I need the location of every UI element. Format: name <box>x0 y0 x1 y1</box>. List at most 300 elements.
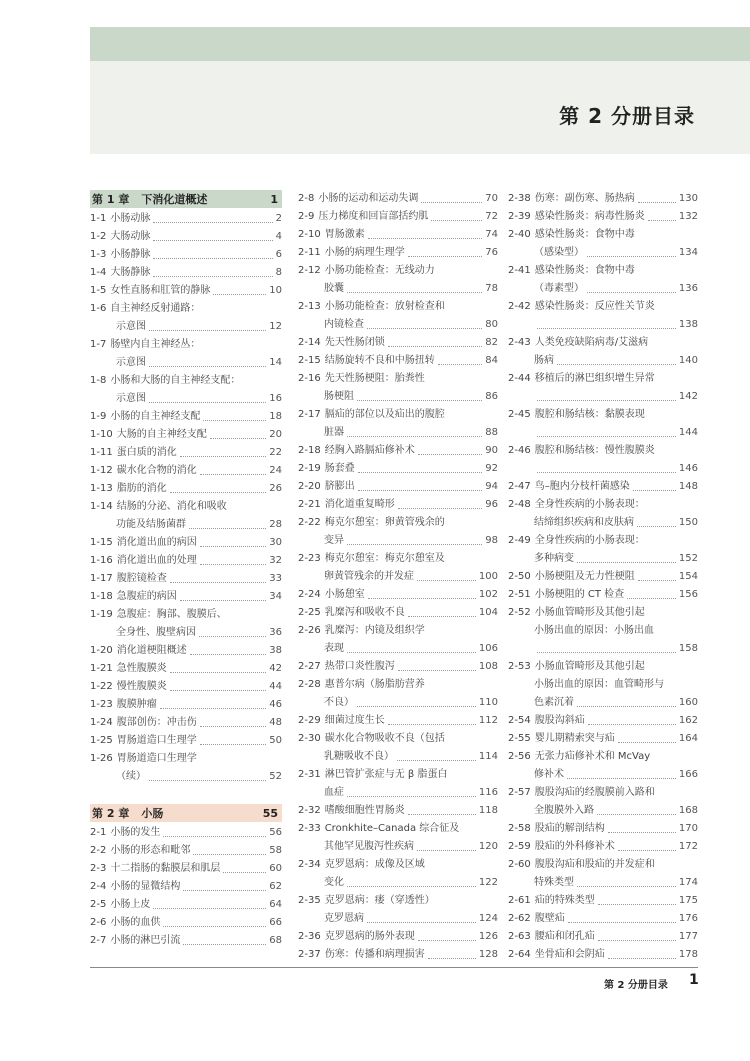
toc-entry-number: 2-56 <box>508 751 531 762</box>
toc-entry[interactable] <box>90 480 282 498</box>
toc-entry[interactable] <box>90 552 282 570</box>
toc-entry-number: 1-7 <box>90 339 107 350</box>
toc-entry-number: 2-36 <box>298 931 321 942</box>
toc-entry-page: 150 <box>678 517 698 528</box>
toc-entry[interactable] <box>508 730 698 748</box>
page-title: 第 2 分册目录 <box>559 104 695 128</box>
toc-entry[interactable] <box>298 856 498 892</box>
toc-entry-page: 100 <box>478 571 498 582</box>
toc-entry-title: 碳水化合物吸收不良（包括 <box>324 733 445 744</box>
toc-entry-title: Cronkhite–Canada 综合征及 <box>324 823 460 834</box>
toc-entry-title: 消化道出血的病因 <box>116 537 197 548</box>
toc-entry-title: 感染性肠炎：病毒性肠炎 <box>534 211 645 222</box>
toc-entry-title: 细菌过度生长 <box>324 715 385 726</box>
toc-entry-number: 2-10 <box>298 229 321 240</box>
dot-leader <box>203 420 266 421</box>
toc-entry-page: 130 <box>678 193 698 204</box>
toc-entry-title: 变异 <box>324 535 344 546</box>
toc-entry-page: 6 <box>275 249 282 260</box>
toc-entry[interactable] <box>508 442 698 478</box>
toc-entry-page: 44 <box>269 681 282 692</box>
toc-entry-title: 女性直肠和肛管的静脉 <box>110 285 211 296</box>
toc-entry[interactable] <box>298 766 498 802</box>
toc-entry-page: 84 <box>485 355 498 366</box>
toc-entry-title: 腹腔镜检查 <box>116 573 167 584</box>
toc-entry-title: 小肠和大肠的自主神经支配： <box>110 375 241 386</box>
toc-entry[interactable] <box>90 426 282 444</box>
toc-entry-page: 102 <box>478 589 498 600</box>
dot-leader <box>577 886 676 887</box>
toc-entry-number: 2-28 <box>298 679 321 690</box>
toc-entry[interactable] <box>508 856 698 892</box>
toc-entry[interactable] <box>298 928 498 946</box>
toc-entry-title: 鸟–胞内分枝杆菌感染 <box>534 481 630 492</box>
toc-entry-title: 疝的特殊类型 <box>534 895 595 906</box>
toc-entry[interactable] <box>90 210 282 228</box>
toc-entry-page: 36 <box>269 627 282 638</box>
toc-entry-page: 58 <box>269 845 282 856</box>
toc-entry[interactable] <box>508 946 698 964</box>
toc-entry-number: 2-40 <box>508 229 531 240</box>
toc-entry-page: 82 <box>485 337 498 348</box>
toc-entry[interactable] <box>298 622 498 658</box>
footer-page-number: 1 <box>689 972 699 988</box>
toc-column-1 <box>90 190 282 950</box>
toc-entry-number: 1-5 <box>90 285 107 296</box>
toc-entry[interactable] <box>508 406 698 442</box>
toc-entry-number: 2-37 <box>298 949 321 960</box>
toc-entry-title: 全身性疾病的小肠表现： <box>534 535 645 546</box>
dot-leader <box>608 832 676 833</box>
toc-entry[interactable] <box>298 496 498 514</box>
toc-entry[interactable] <box>90 660 282 678</box>
toc-entry-page: 118 <box>478 805 498 816</box>
dot-leader <box>180 600 267 601</box>
toc-entry-page: 172 <box>678 841 698 852</box>
toc-entry-page: 142 <box>678 391 698 402</box>
toc-entry-title: 小肠出血的原因：血管畸形与 <box>534 679 664 690</box>
dot-leader <box>408 256 483 257</box>
dot-leader <box>347 652 476 653</box>
toc-entry-page: 14 <box>269 357 282 368</box>
toc-entry-title: 小肠血管畸形及其他引起 <box>534 607 645 618</box>
toc-entry-page: 152 <box>678 553 698 564</box>
toc-entry[interactable] <box>90 642 282 660</box>
dot-leader <box>347 436 482 437</box>
toc-entry[interactable] <box>90 696 282 714</box>
toc-entry-title: 急性腹膜炎 <box>116 663 167 674</box>
toc-entry-title: 经胸入路膈疝修补术 <box>324 445 415 456</box>
toc-entry[interactable] <box>90 444 282 462</box>
toc-entry[interactable] <box>298 442 498 460</box>
toc-entry-title: 不良） <box>324 697 354 708</box>
toc-entry-title: 无张力疝修补术和 McVay <box>534 751 651 762</box>
toc-entry[interactable] <box>508 784 698 820</box>
chapter-heading[interactable] <box>90 190 282 208</box>
dot-leader <box>347 796 476 797</box>
toc-entry-title: 血症 <box>324 787 344 798</box>
toc-entry[interactable] <box>508 370 698 406</box>
toc-entry[interactable] <box>90 282 282 300</box>
toc-entry[interactable] <box>508 748 698 784</box>
toc-entry[interactable] <box>298 262 498 298</box>
toc-entry-number: 2-4 <box>90 881 107 892</box>
toc-entry-title: 惠普尔病（肠脂肪营养 <box>324 679 425 690</box>
toc-entry-number: 2-52 <box>508 607 531 618</box>
toc-entry[interactable] <box>298 370 498 406</box>
dot-leader <box>200 564 267 565</box>
toc-entry-number: 2-44 <box>508 373 531 384</box>
toc-entry[interactable] <box>298 208 498 226</box>
toc-entry[interactable] <box>508 928 698 946</box>
dot-leader <box>170 492 267 493</box>
toc-entry-title: 胶囊 <box>324 283 344 294</box>
toc-entry-page: 24 <box>269 465 282 476</box>
dot-leader <box>200 546 267 547</box>
toc-entry-title: 淋巴管扩张症与无 β 脂蛋白 <box>324 769 448 780</box>
toc-entry-page: 2 <box>275 213 282 224</box>
toc-entry-title: 肠套叠 <box>324 463 355 474</box>
dot-leader <box>357 706 476 707</box>
toc-entry[interactable] <box>90 246 282 264</box>
dot-leader <box>557 364 676 365</box>
toc-entry[interactable] <box>298 406 498 442</box>
toc-entry[interactable] <box>90 606 282 642</box>
toc-entry-page: 92 <box>485 463 498 474</box>
toc-entry-number: 2-54 <box>508 715 531 726</box>
toc-entry-title: 小肠功能检查：放射检查和 <box>324 301 445 312</box>
toc-entry-page: 170 <box>678 823 698 834</box>
toc-entry-page: 26 <box>269 483 282 494</box>
toc-entry[interactable] <box>508 910 698 928</box>
dot-leader <box>193 854 266 855</box>
dot-leader <box>368 598 476 599</box>
toc-entry[interactable] <box>90 878 282 896</box>
toc-entry-title: 修补术 <box>534 769 564 780</box>
toc-entry[interactable] <box>508 334 698 370</box>
toc-entry[interactable] <box>508 712 698 730</box>
toc-entry-title: 脐膨出 <box>324 481 355 492</box>
dot-leader <box>388 346 483 347</box>
toc-entry-page: 146 <box>678 463 698 474</box>
toc-entry-title: 婴儿期精索突与疝 <box>534 733 615 744</box>
toc-entry[interactable] <box>508 820 698 838</box>
dot-leader <box>421 202 482 203</box>
chapter-title: 小肠 <box>141 807 164 820</box>
toc-entry-page: 128 <box>478 949 498 960</box>
toc-entry-number: 2-33 <box>298 823 321 834</box>
dot-leader <box>417 850 476 851</box>
toc-entry-page: 78 <box>485 283 498 294</box>
toc-entry-page: 160 <box>678 697 698 708</box>
toc-entry[interactable] <box>298 730 498 766</box>
chapter-title: 下消化道概述 <box>141 193 208 206</box>
toc-entry[interactable] <box>90 462 282 480</box>
toc-entry[interactable] <box>298 334 498 352</box>
toc-entry-title: 腹股沟疝的经腹膜前入路和 <box>534 787 655 798</box>
dot-leader <box>149 330 266 331</box>
toc-entry[interactable] <box>90 408 282 426</box>
toc-entry-page: 50 <box>269 735 282 746</box>
toc-entry-title: 示意图 <box>116 321 146 332</box>
toc-entry-page: 20 <box>269 429 282 440</box>
toc-entry-page: 30 <box>269 537 282 548</box>
toc-entry-number: 2-30 <box>298 733 321 744</box>
toc-entry[interactable] <box>90 498 282 534</box>
toc-entry-title: 小肠的形态和毗邻 <box>110 845 191 856</box>
toc-entry[interactable] <box>90 732 282 750</box>
toc-entry-page: 60 <box>269 863 282 874</box>
toc-entry-page: 46 <box>269 699 282 710</box>
dot-leader <box>627 598 676 599</box>
toc-entry[interactable] <box>90 588 282 606</box>
toc-entry-title: 大肠静脉 <box>110 267 151 278</box>
toc-entry[interactable] <box>90 336 282 372</box>
toc-entry[interactable] <box>90 914 282 932</box>
toc-entry-page: 126 <box>478 931 498 942</box>
toc-entry-page: 86 <box>485 391 498 402</box>
toc-entry-page: 4 <box>275 231 282 242</box>
toc-entry[interactable] <box>298 550 498 586</box>
toc-entry-number: 2-55 <box>508 733 531 744</box>
toc-entry[interactable] <box>508 190 698 208</box>
toc-entry-number: 2-49 <box>508 535 531 546</box>
toc-entry-title: 克罗恩病 <box>324 913 364 924</box>
toc-entry-title: 小肠的发生 <box>110 827 161 838</box>
toc-entry[interactable] <box>508 208 698 226</box>
toc-entry[interactable] <box>298 460 498 478</box>
toc-entry-title: （毒素型） <box>534 283 584 294</box>
toc-entry-page: 90 <box>485 445 498 456</box>
toc-entry-number: 2-29 <box>298 715 321 726</box>
toc-entry-title: 消化道出血的处理 <box>116 555 197 566</box>
toc-entry-number: 2-8 <box>298 193 315 204</box>
dot-leader <box>587 292 676 293</box>
toc-entry-number: 1-19 <box>90 609 113 620</box>
toc-entry[interactable] <box>298 244 498 262</box>
header-band-top <box>90 27 750 61</box>
toc-entry-title: 克罗恩病：瘘（穿透性） <box>324 895 435 906</box>
toc-entry[interactable] <box>90 860 282 878</box>
toc-entry-title: 小肠功能检查：无线动力 <box>324 265 435 276</box>
section-spacer <box>90 786 282 804</box>
toc-entry[interactable] <box>298 514 498 550</box>
toc-entry[interactable] <box>90 932 282 950</box>
dot-leader <box>537 652 676 653</box>
toc-entry-number: 1-14 <box>90 501 113 512</box>
toc-entry-number: 2-6 <box>90 917 107 928</box>
dot-leader <box>638 580 676 581</box>
toc-entry-number: 2-22 <box>298 517 321 528</box>
dot-leader <box>358 490 483 491</box>
toc-entry-number: 2-64 <box>508 949 531 960</box>
dot-leader <box>180 456 267 457</box>
toc-entry-number: 2-32 <box>298 805 321 816</box>
toc-entry-title: 功能及结肠菌群 <box>116 519 186 530</box>
toc-entry[interactable] <box>508 586 698 604</box>
toc-entry[interactable] <box>508 532 698 568</box>
toc-entry-title: 结肠的分泌、消化和吸收 <box>116 501 227 512</box>
toc-entry-number: 2-45 <box>508 409 531 420</box>
toc-entry-title: 大肠的自主神经支配 <box>116 429 207 440</box>
dot-leader <box>597 814 676 815</box>
toc-entry-number: 2-9 <box>298 211 315 222</box>
toc-entry-title: 感染性肠炎：食物中毒 <box>534 229 635 240</box>
toc-entry-title: 感染性肠炎：食物中毒 <box>534 265 635 276</box>
toc-entry-page: 116 <box>478 787 498 798</box>
toc-entry[interactable] <box>90 896 282 914</box>
toc-entry-number: 1-15 <box>90 537 113 548</box>
toc-entry-title: 示意图 <box>116 393 146 404</box>
dot-leader <box>431 220 482 221</box>
toc-entry-number: 2-23 <box>298 553 321 564</box>
toc-entry-page: 80 <box>485 319 498 330</box>
toc-entry[interactable] <box>90 824 282 842</box>
toc-entry-number: 1-16 <box>90 555 113 566</box>
toc-entry-number: 1-20 <box>90 645 113 656</box>
toc-entry-number: 1-13 <box>90 483 113 494</box>
toc-entry-page: 12 <box>269 321 282 332</box>
toc-entry-title: 嗜酸细胞性胃肠炎 <box>324 805 405 816</box>
toc-entry[interactable] <box>298 226 498 244</box>
dot-leader <box>418 940 476 941</box>
footer-rule <box>90 967 698 968</box>
toc-entry[interactable] <box>90 264 282 282</box>
dot-leader <box>648 220 676 221</box>
toc-entry-title: 变化 <box>324 877 344 888</box>
toc-entry[interactable] <box>298 478 498 496</box>
dot-leader <box>210 438 267 439</box>
chapter-heading[interactable] <box>90 804 282 822</box>
dot-leader <box>397 760 476 761</box>
toc-entry-title: 肠壁内自主神经丛： <box>110 339 201 350</box>
dot-leader <box>170 690 267 691</box>
toc-entry-title: 热带口炎性腹泻 <box>324 661 395 672</box>
toc-entry-title: 脏器 <box>324 427 344 438</box>
toc-entry[interactable] <box>508 478 698 496</box>
toc-entry[interactable] <box>90 228 282 246</box>
toc-entry[interactable] <box>90 750 282 786</box>
toc-entry-number: 2-12 <box>298 265 321 276</box>
toc-entry[interactable] <box>508 298 698 334</box>
toc-entry[interactable] <box>508 658 698 712</box>
dot-leader <box>149 780 266 781</box>
toc-entry-title: 全腹膜外入路 <box>534 805 594 816</box>
dot-leader <box>408 616 476 617</box>
toc-entry-number: 2-16 <box>298 373 321 384</box>
toc-entry-title: 小肠的显微结构 <box>110 881 181 892</box>
toc-entry-title: （感染型） <box>534 247 584 258</box>
toc-entry-number: 2-63 <box>508 931 531 942</box>
toc-entry-number: 2-26 <box>298 625 321 636</box>
dot-leader <box>587 256 676 257</box>
toc-entry-page: 74 <box>485 229 498 240</box>
toc-entry-number: 1-1 <box>90 213 107 224</box>
toc-entry-page: 166 <box>678 769 698 780</box>
toc-entry[interactable] <box>90 570 282 588</box>
toc-entry[interactable] <box>298 712 498 730</box>
toc-entry-page: 52 <box>269 771 282 782</box>
toc-entry[interactable] <box>508 262 698 298</box>
toc-entry[interactable] <box>90 842 282 860</box>
toc-entry[interactable] <box>298 802 498 820</box>
toc-entry-title: 腹壁疝 <box>534 913 565 924</box>
dot-leader <box>428 958 476 959</box>
toc-entry[interactable] <box>508 226 698 262</box>
toc-entry-number: 1-6 <box>90 303 107 314</box>
toc-entry[interactable] <box>298 892 498 928</box>
toc-entry[interactable] <box>508 892 698 910</box>
toc-entry-title: 小肠梗阻及无力性梗阻 <box>534 571 635 582</box>
toc-entry-number: 2-11 <box>298 247 321 258</box>
toc-entry-page: 134 <box>678 247 698 258</box>
toc-entry-title: 小肠梗阻的 CT 检查 <box>534 589 625 600</box>
toc-entry[interactable] <box>508 568 698 586</box>
dot-leader <box>153 240 272 241</box>
dot-leader <box>160 708 267 709</box>
toc-entry-title: 表现 <box>324 643 344 654</box>
toc-entry[interactable] <box>90 534 282 552</box>
toc-entry-title: 十二指肠的黏膜层和肌层 <box>110 863 221 874</box>
toc-entry[interactable] <box>298 820 498 856</box>
toc-column-2 <box>298 190 498 964</box>
toc-entry-number: 1-9 <box>90 411 107 422</box>
toc-entry[interactable] <box>298 190 498 208</box>
toc-entry[interactable] <box>298 586 498 604</box>
toc-entry-number: 2-60 <box>508 859 531 870</box>
toc-entry-title: 全身性、腹壁病因 <box>116 627 196 638</box>
toc-entry[interactable] <box>90 300 282 336</box>
toc-entry-number: 2-14 <box>298 337 321 348</box>
toc-entry-title: 腹股沟疝和股疝的并发症和 <box>534 859 655 870</box>
dot-leader <box>213 294 266 295</box>
toc-entry-number: 2-39 <box>508 211 531 222</box>
dot-leader <box>388 724 476 725</box>
toc-entry-page: 175 <box>678 895 698 906</box>
toc-entry[interactable] <box>90 372 282 408</box>
toc-entry[interactable] <box>298 676 498 712</box>
dot-leader <box>637 526 676 527</box>
toc-entry[interactable] <box>508 838 698 856</box>
toc-entry-title: 蛋白质的消化 <box>116 447 177 458</box>
toc-entry-page: 112 <box>478 715 498 726</box>
toc-entry-page: 104 <box>478 607 498 618</box>
toc-entry[interactable] <box>508 604 698 658</box>
toc-entry[interactable] <box>508 496 698 532</box>
chapter-number: 第 2 章 <box>92 807 130 820</box>
toc-entry-title: 腹股沟斜疝 <box>534 715 585 726</box>
toc-entry[interactable] <box>298 946 498 964</box>
toc-entry[interactable] <box>298 298 498 334</box>
dot-leader <box>537 400 676 401</box>
toc-entry-number: 1-26 <box>90 753 113 764</box>
dot-leader <box>577 562 676 563</box>
toc-entry[interactable] <box>298 352 498 370</box>
toc-entry-page: 154 <box>678 571 698 582</box>
toc-entry-title: 股疝的解剖结构 <box>534 823 605 834</box>
toc-entry[interactable] <box>298 658 498 676</box>
toc-entry-number: 2-3 <box>90 863 107 874</box>
toc-entry[interactable] <box>90 678 282 696</box>
toc-entry[interactable] <box>90 714 282 732</box>
toc-entry-title: （续） <box>116 771 146 782</box>
toc-entry[interactable] <box>298 604 498 622</box>
toc-entry-title: 小肠上皮 <box>110 899 151 910</box>
toc-entry-title: 结肠旋转不良和中肠扭转 <box>324 355 435 366</box>
toc-entry-page: 124 <box>478 913 498 924</box>
toc-entry-number: 2-2 <box>90 845 107 856</box>
toc-entry-title: 小肠出血的原因：小肠出血 <box>534 625 654 636</box>
